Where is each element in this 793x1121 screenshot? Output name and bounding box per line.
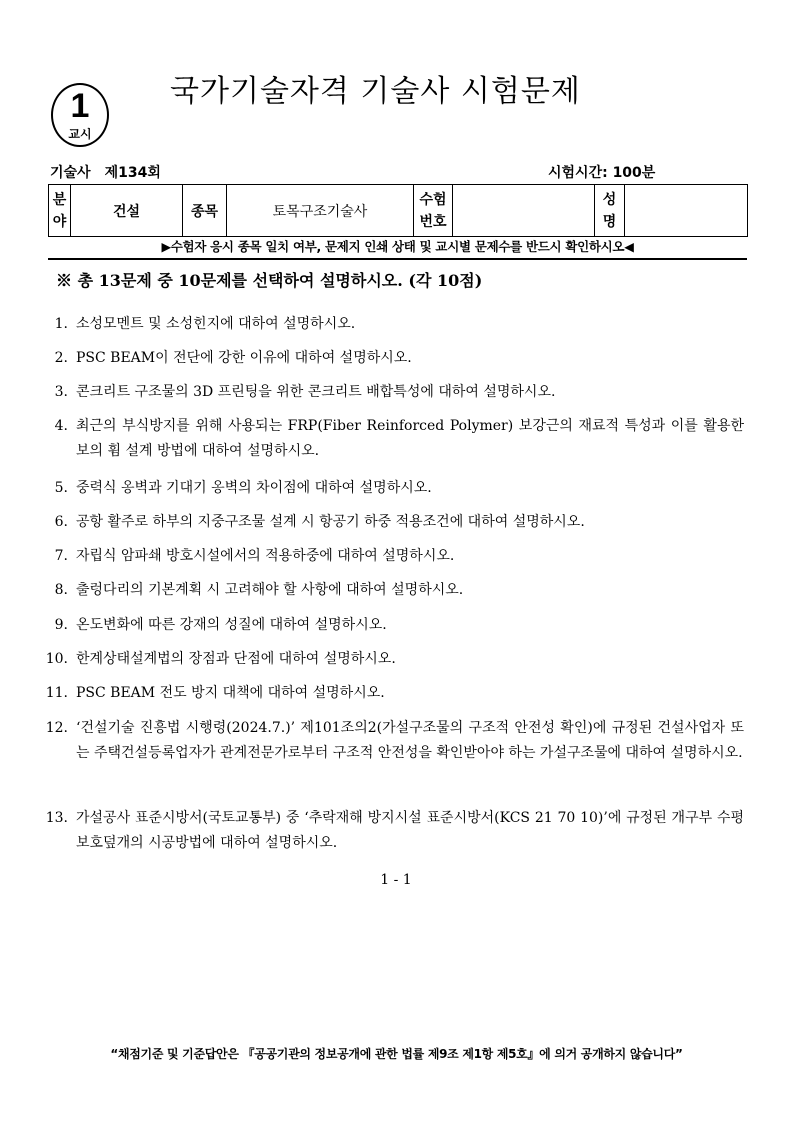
question-number: 5. [54, 480, 68, 496]
session-number: 1 [70, 87, 90, 125]
question-number: 4. [54, 418, 68, 434]
exam-round: 기술사 제134회 [50, 165, 161, 181]
field-label: 분 야 [49, 185, 71, 237]
question-text: 공항 활주로 하부의 지중구조물 설계 시 항공기 하중 적용조건에 대하여 설명하시오. [76, 514, 585, 530]
question-number: 3. [54, 384, 68, 400]
question-number: 7. [54, 548, 68, 564]
exam-time: 시험시간: 100분 [548, 165, 656, 181]
exam-number-label: 수험 번호 [414, 185, 453, 237]
candidate-info-table [48, 184, 748, 237]
name-field[interactable] [625, 185, 748, 237]
question-text: 가설공사 표준시방서(국토교통부) 중 ‘추락재해 방지시설 표준시방서(KCS 21 70 10)’에 규정된 개구부 수평보호덮개의 시공방법에 대하여 설명하시오. [76, 810, 744, 851]
question-text: 출렁다리의 기본계획 시 고려해야 할 사항에 대하여 설명하시오. [76, 582, 464, 598]
exam-number-field[interactable] [453, 185, 595, 237]
disclaimer-footer: “채점기준 및 기준답안은 『공공기관의 정보공개에 관한 법률 제9조 제1항 제5호』에 의거 공개하지 않습니다” [110, 1047, 683, 1061]
question-number: 1. [54, 316, 68, 332]
divider [48, 258, 747, 260]
question-number: 12. [45, 720, 68, 736]
question-number: 2. [54, 350, 68, 366]
question-number: 6. [54, 514, 68, 530]
page-number: 1 - 1 [380, 872, 412, 888]
category-label: 종목 [183, 185, 227, 237]
question-text: 중력식 옹벽과 기대기 옹벽의 차이점에 대하여 설명하시오. [76, 480, 432, 496]
question-text: PSC BEAM이 전단에 강한 이유에 대하여 설명하시오. [76, 350, 412, 366]
session-badge [51, 83, 109, 147]
question-number: 13. [45, 810, 68, 826]
question-text: ‘건설기술 진흥법 시행령(2024.7.)’ 제101조의2(가설구조물의 구조적 안전성 확인)에 규정된 건설사업자 또는 주택건설등록업자가 관계전문가로부터 구조적 안전성을 확인받아야 하는 가설구조물에 대하여 설명하시오. [76, 720, 744, 761]
name-label: 성 명 [595, 185, 625, 237]
question-number: 8. [54, 582, 68, 598]
question-text: 최근의 부식방지를 위해 사용되는 FRP(Fiber Reinforced Polymer) 보강근의 재료적 특성과 이를 활용한 보의 휨 설계 방법에 대하여 설명하시오. [76, 418, 744, 459]
question-text: 콘크리트 구조물의 3D 프린팅을 위한 콘크리트 배합특성에 대하여 설명하시오. [76, 384, 556, 400]
question-number: 9. [54, 617, 68, 633]
question-text: 한계상태설계법의 장점과 단점에 대하여 설명하시오. [76, 651, 396, 667]
instruction: ※ 총 13문제 중 10문제를 선택하여 설명하시오. (각 10점) [56, 271, 483, 290]
question-number: 11. [45, 685, 68, 701]
session-label: 교시 [68, 127, 92, 141]
field-value: 건설 [71, 185, 183, 237]
notice-banner: ▶수험자 응시 종목 일치 여부, 문제지 인쇄 상태 및 교시별 문제수를 반드시 확인하시오◀ [161, 239, 634, 254]
page-title: 국가기술자격 기술사 시험문제 [170, 74, 581, 109]
category-value: 토목구조기술사 [227, 185, 414, 237]
question-text: PSC BEAM 전도 방지 대책에 대하여 설명하시오. [76, 685, 385, 701]
question-text: 자립식 암파쇄 방호시설에서의 적용하중에 대하여 설명하시오. [76, 548, 455, 564]
question-text: 온도변화에 따른 강재의 성질에 대하여 설명하시오. [76, 617, 387, 633]
question-text: 소성모멘트 및 소성힌지에 대하여 설명하시오. [76, 316, 356, 332]
question-number: 10. [45, 651, 68, 667]
